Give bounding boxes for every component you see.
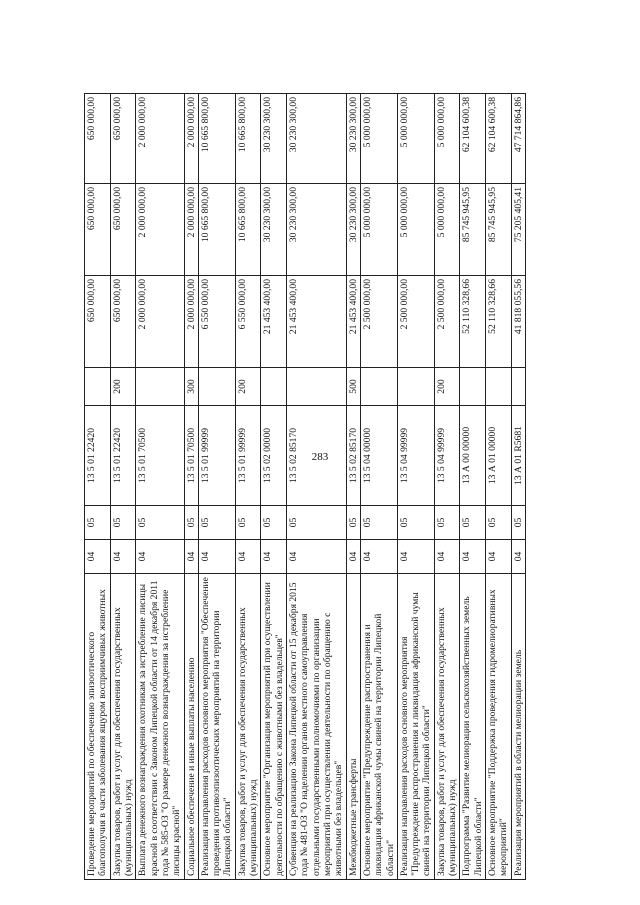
cell-y1: 2 500 000,00	[397, 276, 434, 368]
cell-y1: 650 000,00	[110, 276, 136, 368]
cell-vr	[85, 368, 111, 406]
cell-y1: 41 818 055,56	[511, 276, 525, 368]
cell-y2: 75 205 405,41	[511, 184, 525, 276]
cell-vr	[360, 368, 397, 406]
table-row	[486, 94, 512, 880]
table-row	[397, 94, 434, 880]
cell-csr: 13 А 00 00000	[460, 406, 486, 506]
page-number: 283	[311, 451, 329, 463]
cell-y2: 30 230 300,00	[261, 184, 287, 276]
cell-y2: 85 745 945,95	[486, 184, 512, 276]
cell-y3: 5 000 000,00	[360, 94, 397, 184]
cell-csr: 13 5 01 70500	[184, 406, 198, 506]
table-row	[346, 94, 360, 880]
table-row	[184, 94, 198, 880]
cell-pr: 05	[198, 506, 235, 540]
cell-pr: 05	[360, 506, 397, 540]
cell-y3: 2 000 000,00	[184, 94, 198, 184]
cell-y3: 2 000 000,00	[136, 94, 184, 184]
table-row	[85, 94, 111, 880]
cell-csr: 13 5 01 99999	[198, 406, 235, 506]
table-row	[360, 94, 397, 880]
cell-y1: 2 500 000,00	[434, 276, 460, 368]
cell-y1: 2 000 000,00	[136, 276, 184, 368]
cell-y2: 10 665 800,00	[198, 184, 235, 276]
cell-name: Закупка товаров, работ и услуг для обеспечения государственных (муниципальных) нужд	[434, 574, 460, 880]
cell-pr: 05	[85, 506, 111, 540]
cell-y3: 10 665 800,00	[235, 94, 261, 184]
cell-vr	[460, 368, 486, 406]
cell-vr	[287, 368, 347, 406]
cell-rz: 04	[360, 540, 397, 574]
cell-y3: 650 000,00	[85, 94, 111, 184]
cell-name: Основное мероприятие "Организация мероприятий при осуществлении деятельности по обращению с животными без владельцев"	[261, 574, 287, 880]
cell-rz: 04	[486, 540, 512, 574]
cell-pr: 05	[261, 506, 287, 540]
table-row	[110, 94, 136, 880]
budget-table	[84, 93, 526, 880]
cell-name: Закупка товаров, работ и услуг для обеспечения государственных (муниципальных) нужд	[235, 574, 261, 880]
cell-vr	[198, 368, 235, 406]
cell-pr: 05	[486, 506, 512, 540]
cell-csr: 13 5 01 22420	[85, 406, 111, 506]
table-row	[198, 94, 235, 880]
cell-rz: 04	[136, 540, 184, 574]
cell-y3: 47 714 864,86	[511, 94, 525, 184]
cell-y3: 5 000 000,00	[397, 94, 434, 184]
cell-rz: 04	[434, 540, 460, 574]
cell-y1: 2 000 000,00	[184, 276, 198, 368]
table-row	[136, 94, 184, 880]
cell-pr: 05	[235, 506, 261, 540]
cell-y2: 10 665 800,00	[235, 184, 261, 276]
cell-name: Субвенция на реализацию Закона Липецкой области от 15 декабря 2015 года № 481-ОЗ "О наделении органов местного самоуправления отдельными государственными полномочиями по организации мероприятий при осуществлении деятельности по обращению с животными без владельцев"	[287, 574, 347, 880]
cell-y1: 6 550 000,00	[198, 276, 235, 368]
cell-vr	[511, 368, 525, 406]
cell-vr	[486, 368, 512, 406]
cell-rz: 04	[511, 540, 525, 574]
cell-rz: 04	[261, 540, 287, 574]
table-row	[511, 94, 525, 880]
cell-rz: 04	[184, 540, 198, 574]
cell-y3: 5 000 000,00	[434, 94, 460, 184]
cell-y1: 650 000,00	[85, 276, 111, 368]
cell-csr: 13 5 04 99999	[434, 406, 460, 506]
cell-pr: 05	[460, 506, 486, 540]
cell-y2: 30 230 300,00	[287, 184, 347, 276]
cell-pr: 05	[511, 506, 525, 540]
cell-y3: 30 230 300,00	[346, 94, 360, 184]
table-body	[85, 94, 526, 880]
cell-csr: 13 5 01 70500	[136, 406, 184, 506]
cell-y3: 62 104 600,38	[460, 94, 486, 184]
cell-y3: 30 230 300,00	[261, 94, 287, 184]
cell-y3: 30 230 300,00	[287, 94, 347, 184]
cell-name: Реализация направления расходов основного мероприятия "Обеспечение проведения противоэпизоотических мероприятий на территории Липецкой области"	[198, 574, 235, 880]
cell-csr: 13 5 04 00000	[360, 406, 397, 506]
cell-y1: 52 110 328,66	[460, 276, 486, 368]
table-row	[287, 94, 347, 880]
table-row	[235, 94, 261, 880]
table-row	[261, 94, 287, 880]
cell-pr: 05	[346, 506, 360, 540]
cell-name: Межбюджетные трансферты	[346, 574, 360, 880]
cell-vr	[397, 368, 434, 406]
cell-y1: 21 453 400,00	[346, 276, 360, 368]
table-row	[434, 94, 460, 880]
cell-pr: 05	[136, 506, 184, 540]
cell-y2: 5 000 000,00	[434, 184, 460, 276]
cell-y1: 52 110 328,66	[486, 276, 512, 368]
cell-rz: 04	[346, 540, 360, 574]
cell-rz: 04	[235, 540, 261, 574]
cell-y1: 6 550 000,00	[235, 276, 261, 368]
cell-y1: 2 500 000,00	[360, 276, 397, 368]
cell-y1: 21 453 400,00	[261, 276, 287, 368]
cell-y2: 30 230 300,00	[346, 184, 360, 276]
cell-pr: 05	[434, 506, 460, 540]
cell-vr: 200	[110, 368, 136, 406]
cell-pr: 05	[184, 506, 198, 540]
cell-vr: 200	[235, 368, 261, 406]
cell-rz: 04	[198, 540, 235, 574]
cell-y3: 62 104 600,38	[486, 94, 512, 184]
cell-name: Основное мероприятие "Поддержка проведения гидромелиоративных мероприятий"	[486, 574, 512, 880]
cell-csr: 13 5 01 22420	[110, 406, 136, 506]
cell-vr: 300	[184, 368, 198, 406]
cell-csr: 13 5 02 85170	[346, 406, 360, 506]
cell-csr: 13 А 01 00000	[486, 406, 512, 506]
cell-name: Закупка товаров, работ и услуг для обеспечения государственных (муниципальных) нужд	[110, 574, 136, 880]
cell-pr: 05	[287, 506, 347, 540]
cell-name: Социальное обеспечение и иные выплаты населению	[184, 574, 198, 880]
cell-rz: 04	[397, 540, 434, 574]
cell-pr: 05	[397, 506, 434, 540]
cell-y2: 2 000 000,00	[136, 184, 184, 276]
cell-y2: 650 000,00	[85, 184, 111, 276]
cell-y3: 650 000,00	[110, 94, 136, 184]
cell-csr: 13 5 02 00000	[261, 406, 287, 506]
cell-vr: 500	[346, 368, 360, 406]
cell-y2: 650 000,00	[110, 184, 136, 276]
cell-rz: 04	[110, 540, 136, 574]
cell-y3: 10 665 800,00	[198, 94, 235, 184]
rotated-table-container	[84, 94, 604, 880]
cell-name: Реализация мероприятий в области мелиорации земель	[511, 574, 525, 880]
cell-rz: 04	[287, 540, 347, 574]
cell-csr: 13 А 01 R5681	[511, 406, 525, 506]
cell-y2: 5 000 000,00	[397, 184, 434, 276]
cell-name: Выплата денежного вознаграждения охотникам за истребление лисицы красной в соответствии с Законом Липецкой области от 14 декабря 2011 года № 585-ОЗ "О размере денежного вознаграждения за истребление лисицы красной"	[136, 574, 184, 880]
cell-y1: 21 453 400,00	[287, 276, 347, 368]
cell-vr: 200	[434, 368, 460, 406]
cell-vr	[136, 368, 184, 406]
cell-rz: 04	[460, 540, 486, 574]
cell-pr: 05	[110, 506, 136, 540]
cell-y2: 85 745 945,95	[460, 184, 486, 276]
cell-name: Основное мероприятие "Предупреждение распространения и ликвидация африканской чумы свиней на территории Липецкой области"	[360, 574, 397, 880]
cell-name: Реализация направления расходов основного мероприятия "Предупреждение распространения и ликвидация африканской чумы свиней на территории Липецкой области"	[397, 574, 434, 880]
cell-csr: 13 5 01 99999	[235, 406, 261, 506]
cell-name: Проведение мероприятий по обеспечению эпизоотического благополучия в части заболевания ящуром восприимчивых животных	[85, 574, 111, 880]
cell-csr: 13 5 04 99999	[397, 406, 434, 506]
cell-vr	[261, 368, 287, 406]
cell-rz: 04	[85, 540, 111, 574]
table-row	[460, 94, 486, 880]
cell-csr: 13 5 02 85170	[287, 406, 347, 506]
cell-name: Подпрограмма "Развитие мелиорации сельскохозяйственных земель Липецкой области"	[460, 574, 486, 880]
cell-y2: 2 000 000,00	[184, 184, 198, 276]
cell-y2: 5 000 000,00	[360, 184, 397, 276]
